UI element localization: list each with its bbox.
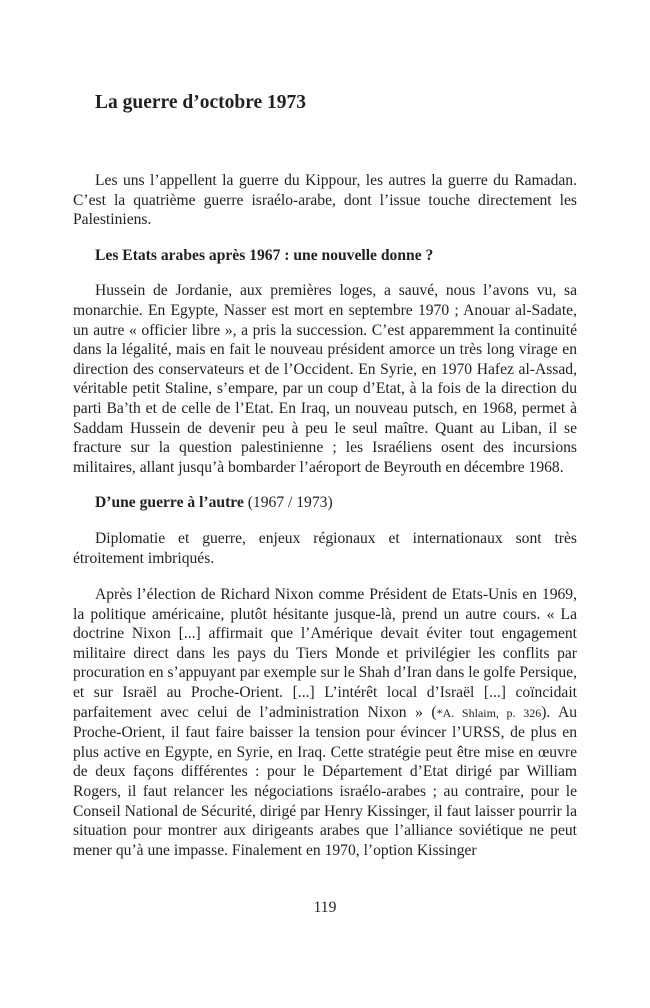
citation-reference: *A. Shlaim, p. 326: [436, 705, 542, 720]
intro-paragraph: Les uns l’appellent la guerre du Kippour, les autres la guerre du Ramadan. C’est la quatrième guerre israélo-arabe, dont l’issue touche directement les Palestiniens.: [73, 172, 577, 229]
paragraph-hussein: Hussein de Jordanie, aux premières loges, a sauvé, nous l’avons vu, sa monarchie. En Egypte, Nasser est mort en septembre 1970 ; Anouar al-Sadate, un autre « officier libre », a pris la succession. C’est apparemment la continuité dans la légalité, mais en fait le nouveau président amorce un très long virage en direction des conservateurs et de l’Occident. En Syrie, en 1970 Hafez al-Assad, véritable petit Staline, s’empare, par un coup d’Etat, à la fois de la direction du parti Ba’th et de celle de l’Etat. En Iraq, un nouveau putsch, en 1968, permet à Saddam Hussein de devenir peu à peu le seul maître. Quant au Liban, il se fracture sur la question palestinienne ; les Israéliens osent des incursions militaires, allant jusqu’à bombarder l’aéroport de Beyrouth en décembre 1968.: [73, 282, 577, 476]
spacer: [73, 513, 577, 529]
paragraph-nixon-part2: ). Au Proche-Orient, il faut faire baisser la tension pour évincer l’URSS, de plus en plus active en Egypte, en Syrie, en Iraq. Cette stratégie peut être mise en œuvre de deux façons différentes : pour le Département d’Etat dirigé par William Rogers, il faut relancer les négociations israélo-arabes ; au contraire, pour le Conseil National de Sécurité, dirigé par Henry Kissinger, il faut laisser pourrir la situation pour montrer aux dirigeants arabes que l’alliance soviétique ne peut mener qu’à une impasse. Finalement en 1970, l’option Kissinger: [73, 703, 578, 859]
spacer: [73, 230, 577, 246]
spacer: [73, 477, 577, 493]
body-text: [73, 171, 577, 860]
section-heading-guerre-a-autre: [73, 493, 577, 513]
paragraph-nixon-part1: Après l’élection de Richard Nixon comme Président de Etats-Unis en 1969, la politique américaine, plutôt hésitante jusque-là, prend un autre cours. « La doctrine Nixon [...] affirmait que l’Amérique devait éviter tout engagement militaire direct dans les pays du Tiers Monde et privilégier les conflits par procuration en s’appuyant par exemple sur le Shah d’Iran dans le golfe Persique, et sur Israël au Proche-Orient. [...] L’intérêt local d’Israël [...] coïncidait parfaitement avec celui de l’administration Nixon » (: [73, 586, 577, 721]
spacer: [73, 265, 577, 281]
paragraph-nixon: [73, 585, 577, 860]
spacer: [73, 568, 577, 585]
page-number: 119: [313, 899, 337, 916]
chapter-title: La guerre d’octobre 1973: [95, 92, 307, 113]
section-heading-etats-arabes: Les Etats arabes après 1967 : une nouvelle donne ?: [95, 246, 434, 264]
section-heading-bold: D’une guerre à l’autre: [95, 494, 244, 512]
section-heading-dates: (1967 / 1973): [243, 494, 333, 512]
paragraph-diplomatie: Diplomatie et guerre, enjeux régionaux et internationaux sont très étroitement imbriqués.: [73, 529, 577, 567]
